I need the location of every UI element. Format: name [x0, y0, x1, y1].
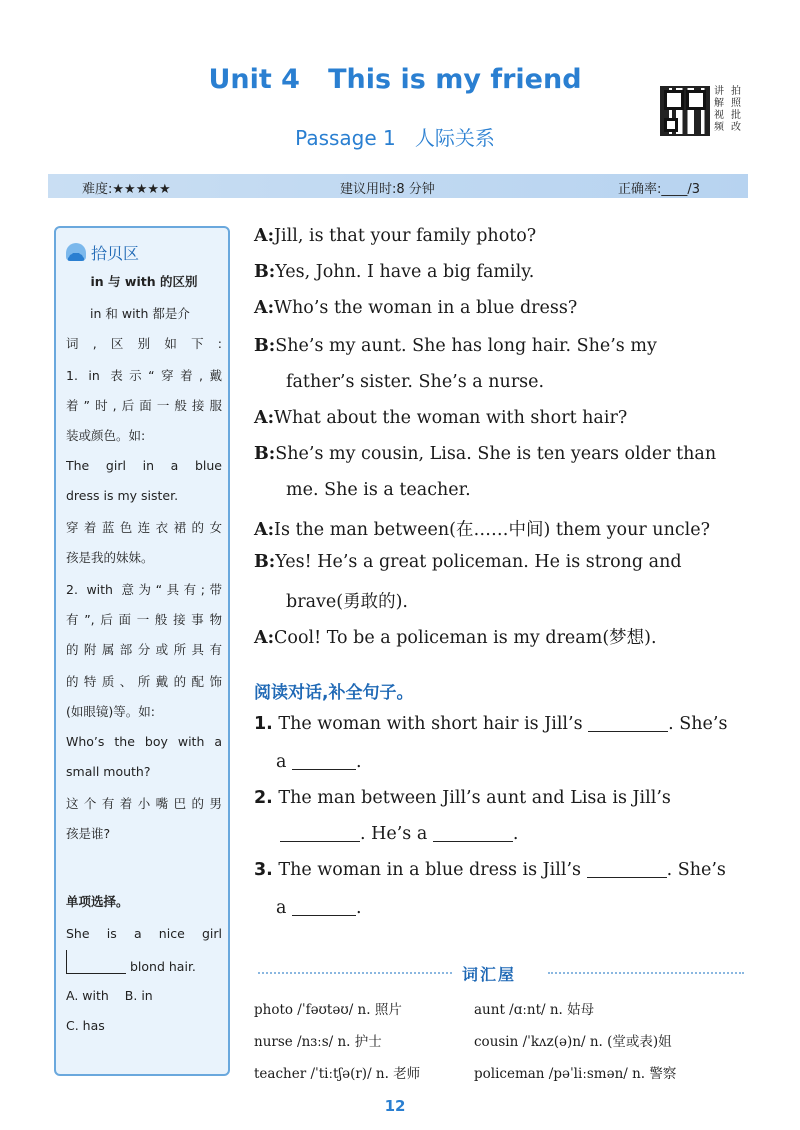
qr-label: 视 [714, 110, 724, 121]
dialog-line [254, 226, 536, 246]
dialog-line [286, 480, 471, 500]
sidebar-line: 这个有着小嘴巴的男 [66, 796, 222, 811]
dialog-line [254, 408, 627, 428]
vocab-item: cousin /ˈkʌz(ə)n/ n. (堂或表)姐 [474, 1034, 672, 1050]
tips-sidebar [54, 226, 230, 1076]
answer-blank[interactable] [66, 950, 126, 974]
sidebar-exercise-title: 单项选择。 [66, 894, 129, 909]
sidebar-line: 的特质、所戴的配饰 [66, 674, 222, 689]
question-text: The man between Jill’s aunt and Lisa is Jill’s [278, 788, 671, 808]
shell-icon [66, 243, 86, 261]
answer-blank[interactable] [433, 824, 513, 842]
question-text: a [276, 898, 287, 918]
question-text: . She’s [666, 860, 726, 880]
sidebar-header [66, 240, 139, 264]
question-3-line-2 [276, 898, 362, 918]
dialog-text: me. She is a teacher. [286, 480, 471, 500]
question-text: The woman with short hair is Jill’s [278, 714, 583, 734]
sidebar-line: 着”时,后面一般接服 [66, 398, 222, 413]
question-1-line-2 [276, 752, 362, 772]
sidebar-line: small mouth? [66, 764, 151, 779]
sidebar-line: The girl in a blue [66, 458, 222, 473]
sidebar-line: 穿着蓝色连衣裙的女 [66, 520, 222, 535]
dialog-text: She’s my aunt. She has long hair. She’s my [275, 336, 657, 356]
sidebar-line: 的附属部分或所具有 [66, 642, 222, 657]
answer-blank[interactable] [280, 824, 360, 842]
option-b[interactable]: B. in [124, 988, 153, 1003]
unit-title: Unit 4 This is my friend [208, 64, 582, 95]
qr-labels [714, 86, 748, 134]
sidebar-line: (如眼镜)等。如: [66, 704, 155, 719]
question-text: . [356, 752, 362, 772]
vocab-item: policeman /pəˈliːsmən/ n. 警察 [474, 1066, 677, 1082]
speaker-label: B: [254, 262, 276, 282]
speaker-label: B: [254, 336, 276, 356]
qr-label: 讲 [714, 86, 724, 97]
dialog-text: What about the woman with short hair? [274, 408, 628, 428]
dialog-text: Jill, is that your family photo? [274, 226, 537, 246]
sidebar-exercise-answer-row [66, 950, 222, 974]
dialog-text: father’s sister. She’s a nurse. [286, 372, 545, 392]
sidebar-line: dress is my sister. [66, 488, 179, 503]
question-number: 2. [254, 788, 273, 808]
question-number: 1. [254, 714, 273, 734]
sidebar-subtitle: in 与 with 的区别 [90, 274, 198, 289]
speaker-label: B: [254, 444, 276, 464]
answer-blank[interactable] [587, 860, 667, 878]
qr-label: 批 [731, 110, 741, 121]
dialog-line [286, 372, 544, 392]
question-1 [254, 714, 727, 734]
sidebar-exercise-line: She is a nice girl [66, 926, 222, 941]
question-3 [254, 860, 726, 880]
answer-blank[interactable] [292, 898, 356, 916]
passage-title: Passage 1 人际关系 [295, 126, 495, 150]
sidebar-line: 孩是谁? [66, 826, 111, 841]
dialog-line [254, 262, 534, 282]
sidebar-line: 孩是我的妹妹。 [66, 550, 154, 565]
question-text: a [276, 752, 287, 772]
dialog-line [254, 516, 710, 541]
sidebar-line: in 和 with 都是介 [90, 306, 190, 321]
qr-label: 解 [714, 98, 724, 109]
info-bar [48, 174, 748, 198]
accuracy-field: 正确率:____/3 [618, 182, 701, 197]
question-text: . He’s a [360, 824, 428, 844]
answer-blank[interactable] [292, 752, 356, 770]
question-2-line-2 [280, 824, 518, 844]
question-number: 3. [254, 860, 273, 880]
dialog-text: Is the man between(在……中间) them your uncle? [274, 520, 710, 540]
divider [548, 972, 744, 974]
answer-blank[interactable] [588, 714, 668, 732]
vocabulary-title: 词汇屋 [462, 965, 517, 984]
question-text: . [356, 898, 362, 918]
question-text: . She’s [668, 714, 728, 734]
dialog-line [286, 588, 408, 613]
question-text: The woman in a blue dress is Jill’s [278, 860, 581, 880]
sidebar-exercise-line: blond hair. [130, 959, 196, 974]
vocab-item: nurse /nɜːs/ n. 护士 [254, 1034, 382, 1050]
dialog-line [254, 552, 682, 572]
qr-label: 改 [731, 122, 741, 133]
sidebar-line: 1. in 表示“穿着,戴 [66, 368, 222, 383]
dialog-text: Yes! He’s a great policeman. He is strong and [275, 552, 682, 572]
question-2 [254, 788, 671, 808]
option-a[interactable]: A. with [66, 988, 109, 1003]
qr-label: 拍 [731, 86, 741, 97]
dialog-line [254, 444, 716, 464]
suggested-time: 建议用时:8 分钟 [340, 182, 435, 197]
sidebar-line: 有”,后面一般接事物 [66, 612, 222, 627]
speaker-label: A: [254, 628, 275, 648]
speaker-label: B: [254, 552, 276, 572]
difficulty-rating: 难度:★★★★★ [82, 182, 171, 197]
dialog-line [254, 298, 577, 318]
sidebar-line: Who’s the boy with a [66, 734, 222, 749]
exercise-heading: 阅读对话,补全句子。 [254, 683, 414, 703]
vocab-item: teacher /ˈtiːtʃə(r)/ n. 老师 [254, 1066, 421, 1082]
qr-code-icon[interactable] [660, 86, 710, 136]
sidebar-line: 词,区别如下: [66, 336, 222, 351]
speaker-label: A: [254, 226, 275, 246]
dialog-text: She’s my cousin, Lisa. She is ten years older than [275, 444, 717, 464]
speaker-label: A: [254, 298, 275, 318]
speaker-label: A: [254, 408, 275, 428]
dialog-text: Who’s the woman in a blue dress? [274, 298, 578, 318]
divider [258, 972, 452, 974]
option-c[interactable]: C. has [66, 1018, 105, 1033]
vocab-item: photo /ˈfəʊtəʊ/ n. 照片 [254, 1002, 402, 1018]
speaker-label: A: [254, 520, 275, 540]
qr-label: 频 [714, 122, 724, 133]
page-number: 12 [384, 1097, 406, 1115]
dialog-text: brave(勇敢的). [286, 592, 408, 612]
sidebar-line: 2. with 意为“具有;带 [66, 582, 222, 597]
dialog-line [254, 336, 657, 356]
sidebar-line: 装或颜色。如: [66, 428, 146, 443]
dialog-text: Yes, John. I have a big family. [275, 262, 535, 282]
dialog-text: Cool! To be a policeman is my dream(梦想). [274, 628, 657, 648]
dialog-line [254, 624, 657, 649]
sidebar-options-row [66, 988, 222, 1003]
question-text: . [512, 824, 519, 844]
qr-label: 照 [731, 98, 741, 109]
vocab-item: aunt /ɑːnt/ n. 姑母 [474, 1002, 595, 1018]
sidebar-title: 拾贝区 [91, 243, 140, 263]
